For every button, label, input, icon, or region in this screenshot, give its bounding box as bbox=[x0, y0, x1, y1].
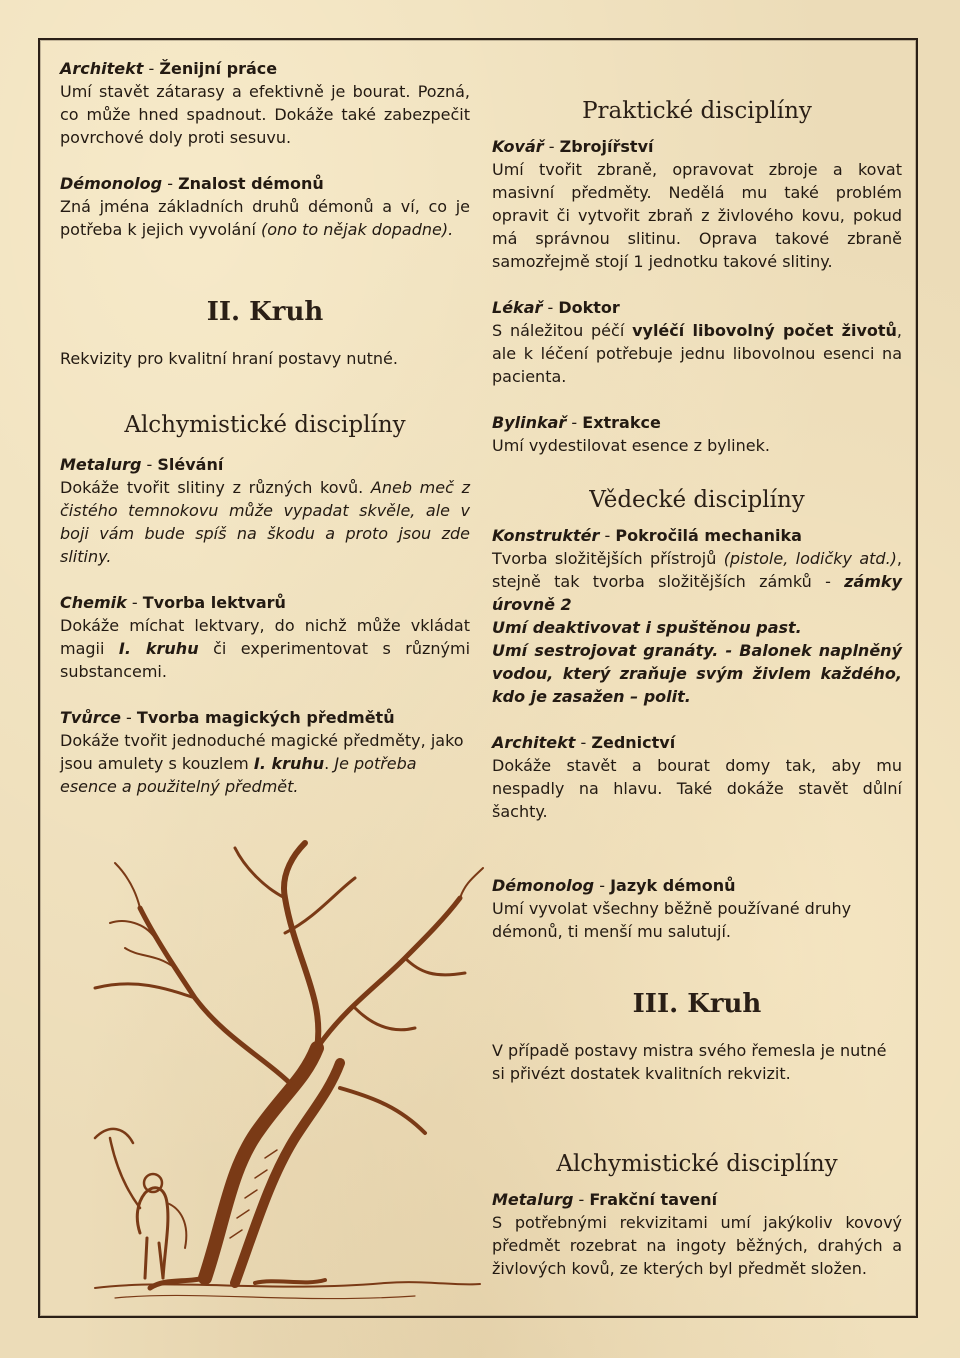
entry-text: Dokáže stavět a bourat domy tak, aby mu nespadly na hlavu. Také dokáže stavět důlní šachty. bbox=[492, 756, 902, 821]
entry-text: Umí tvořit zbraně, opravovat zbroje a kovat masivní předměty. Nedělá mu také problém opravit či vytvořit zbraň z živlového kovu, pokud má správnou slitinu. Oprava takové zbraně samozřejmě stojí 1 jednotku takové slitiny. bbox=[492, 160, 902, 271]
entry-skill: Zbrojířství bbox=[559, 137, 654, 156]
entry-skill: Frakční tavení bbox=[589, 1190, 718, 1209]
entry-skill: Doktor bbox=[558, 298, 620, 317]
entry-skill: Tvorba lektvarů bbox=[142, 593, 286, 612]
kruh-3-text: V případě postavy mistra svého řemesla je nutné si přivézt dostatek kvalitních rekvizit. bbox=[492, 1041, 887, 1083]
entry-konstrukter: Konstruktér - Pokročilá mechanika Tvorba složitějších přístrojů (pistole, lodičky atd.), stejně tak tvorba složitějších zámků - zámky úrovně 2 Umí deaktivovat i spuštěnou past. Umí sestrojovat granáty. - Balonek naplněný vodou, který zraňuje svým živlem každého, kdo je zasažen – polit. bbox=[492, 526, 903, 706]
entry-name: Lékař bbox=[492, 298, 543, 317]
entry-name: Tvůrce bbox=[60, 708, 121, 727]
entry-architekt-zenijni: Architekt - Ženijní práce Umí stavět zátarasy a efektivně je bourat. Pozná, co může hned spadnout. Dokáže také zabezpečit povrchové doly proti sesuvu. bbox=[60, 59, 470, 147]
entry-note: (pistole, lodičky atd.) bbox=[723, 549, 897, 568]
entry-name: Metalurg bbox=[492, 1190, 574, 1209]
entry-demonolog-znalost: Démonolog - Znalost démonů Zná jména základních druhů démonů a ví, co je potřeba k jejich vyvolání (ono to nějak dopadne). bbox=[60, 174, 470, 239]
entry-text: Umí vydestilovat esence z bylinek. bbox=[492, 436, 770, 455]
entry-skill: Zednictví bbox=[591, 733, 676, 752]
entry-bold-3: Umí sestrojovat granáty. - Balonek naplněný vodou, který zraňuje svým živlem každého, kdo je zasažen – polit. bbox=[492, 641, 902, 706]
entry-text: Zná jména základních druhů démonů a ví, co je potřeba k jejich vyvolání bbox=[60, 197, 470, 239]
entry-demonolog-jazyk: Démonolog - Jazyk démonů Umí vyvolat všechny běžně používané druhy démonů, ti menší mu salutují. bbox=[492, 875, 902, 943]
entry-skill: Pokročilá mechanika bbox=[615, 526, 802, 545]
entry-chemik: Chemik - Tvorba lektvarů Dokáže míchat lektvary, do nichž může vkládat magii I. kruhu či experimentovat s různými substancemi. bbox=[60, 593, 471, 681]
entry-bylinkar: Bylinkař - Extrakce Umí vydestilovat esence z bylinek. bbox=[492, 412, 902, 457]
entry-name: Metalurg bbox=[60, 455, 142, 474]
entry-name: Kovář bbox=[492, 137, 544, 156]
kruh-2-text: Rekvizity pro kvalitní hraní postavy nutné. bbox=[60, 349, 398, 368]
entry-text: Umí stavět zátarasy a efektivně je bourat. Pozná, co může hned spadnout. Dokáže také zabezpečit povrchové doly proti sesuvu. bbox=[60, 82, 470, 147]
entry-bold: I. kruhu bbox=[253, 754, 325, 773]
entry-text-after: či experimentovat s různými substancemi. bbox=[60, 639, 471, 681]
entry-text: Dokáže tvořit slitiny z různých kovů. bbox=[60, 478, 364, 497]
entry-name: Bylinkař bbox=[492, 413, 567, 432]
entry-note: (ono to nějak dopadne). bbox=[261, 220, 454, 239]
entry-text: Dokáže míchat lektvary, do nichž může vkládat magii bbox=[60, 616, 470, 658]
entry-text: Tvorba složitějších přístrojů bbox=[492, 549, 717, 568]
entry-name: Konstruktér bbox=[492, 526, 600, 545]
heading-prakticke: Praktické disciplíny bbox=[582, 98, 812, 124]
entry-name: Architekt bbox=[60, 59, 144, 78]
right-column bbox=[492, 98, 902, 1304]
entry-text: Dokáže tvořit jednoduché magické předměty, jako jsou amulety s kouzlem bbox=[60, 731, 464, 773]
heading-kruh-3: III. Kruh bbox=[632, 989, 762, 1019]
entry-skill: Znalost démonů bbox=[178, 174, 324, 193]
entry-tvurce: Tvůrce - Tvorba magických předmětů Dokáže tvořit jednoduché magické předměty, jako jsou amulety s kouzlem I. kruhu. Je potřeba esence a použitelný předmět. bbox=[60, 708, 464, 796]
entry-text: S potřebnými rekvizitami umí jakýkoliv kovový předmět rozebrat na ingoty běžných, drahých a živlových kovů, ze kterých byl předmět složen. bbox=[492, 1213, 902, 1278]
entry-note: Je potřeba esence a použitelný předmět. bbox=[60, 754, 417, 796]
heading-vedecke: Vědecké disciplíny bbox=[589, 487, 805, 513]
entry-lekar: Lékař - Doktor S náležitou péčí vyléčí libovolný počet životů, ale k léčení potřebuje jednu libovolnou esenci na pacienta. bbox=[492, 298, 902, 386]
left-column bbox=[60, 58, 470, 822]
entry-bold-2: Umí deaktivovat i spuštěnou past. bbox=[492, 618, 802, 637]
entry-skill: Ženijní práce bbox=[159, 59, 278, 78]
entry-name: Architekt bbox=[492, 733, 576, 752]
entry-kovar: Kovář - Zbrojířství Umí tvořit zbraně, opravovat zbroje a kovat masivní předměty. Nedělá mu také problém opravit či vytvořit zbraň z živlového kovu, pokud má správnou slitinu. Oprava takové zbraně samozřejmě stojí 1 jednotku takové slitiny. bbox=[492, 137, 902, 271]
entry-text-mid: , stejně tak tvorba složitějších zámků - bbox=[492, 549, 903, 591]
entry-skill: Jazyk démonů bbox=[610, 876, 736, 895]
entry-name: Démonolog bbox=[492, 876, 595, 895]
entry-architekt-zednictvi: Architekt - Zednictví Dokáže stavět a bourat domy tak, aby mu nespadly na hlavu. Také dokáže stavět důlní šachty. bbox=[492, 733, 902, 821]
entry-skill: Extrakce bbox=[582, 413, 661, 432]
entry-text: Umí vyvolat všechny běžně používané druhy démonů, ti menší mu salutují. bbox=[492, 899, 852, 941]
heading-kruh-2: II. Kruh bbox=[206, 297, 324, 327]
entry-skill: Tvorba magických předmětů bbox=[136, 708, 395, 727]
entry-skill: Slévání bbox=[157, 455, 224, 474]
heading-alchymie-right: Alchymistické disciplíny bbox=[556, 1151, 838, 1177]
heading-alchymie-left: Alchymistické disciplíny bbox=[124, 412, 406, 438]
entry-text-after: , ale k léčení potřebuje jednu libovolnou esenci na pacienta. bbox=[492, 321, 902, 386]
entry-text: S náležitou péčí bbox=[492, 321, 625, 340]
entry-bold: I. kruhu bbox=[118, 639, 199, 658]
entry-name: Démonolog bbox=[60, 174, 163, 193]
tree-illustration bbox=[55, 838, 485, 1308]
entry-note: Aneb meč z čistého temnokovu může vypadat skvěle, ale v boji vám bude spíš na škodu a proto jsou zde slitiny. bbox=[60, 478, 470, 566]
entry-bold-1: zámky úrovně 2 bbox=[492, 572, 902, 614]
entry-bold: vyléčí libovolný počet životů bbox=[632, 321, 897, 340]
entry-name: Chemik bbox=[60, 593, 127, 612]
entry-metalurg-slevani: Metalurg - Slévání Dokáže tvořit slitiny z různých kovů. Aneb meč z čistého temnokovu může vypadat skvěle, ale v boji vám bude spíš na škodu a proto jsou zde slitiny. bbox=[60, 455, 470, 566]
entry-metalurg-frakcni: Metalurg - Frakční tavení S potřebnými rekvizitami umí jakýkoliv kovový předmět rozebrat na ingoty běžných, drahých a živlových kovů, ze kterých byl předmět složen. bbox=[492, 1190, 902, 1278]
